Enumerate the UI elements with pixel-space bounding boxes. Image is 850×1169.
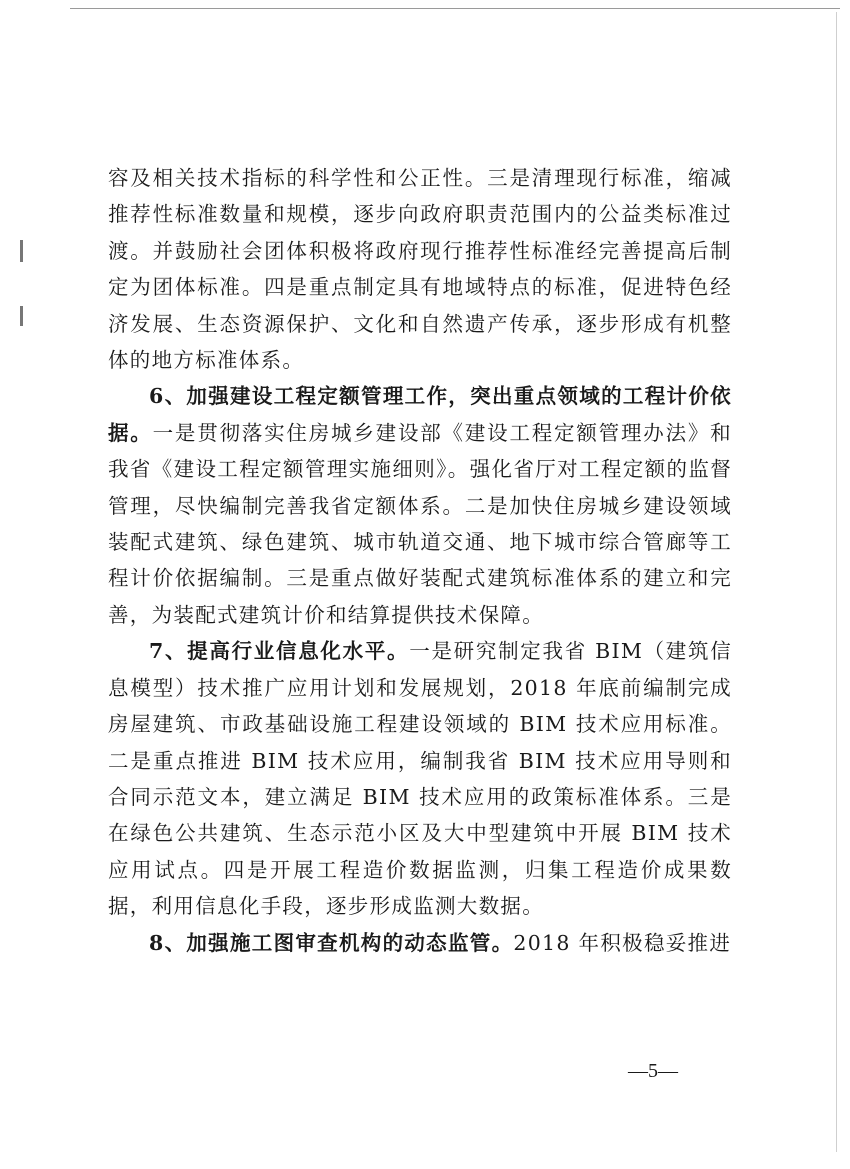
item-7-text: 一是研究制定我省 BIM（建筑信息模型）技术推广应用计划和发展规划，2018 年底前编制完成房屋建筑、市政基础设施工程建设领域的 BIM 技术应用标准。二是重点推进 BIM 技术应用，编制我省 BIM 技术应用导则和合同示范文本，建立满足 BIM 技术应用的政策标准体系。三是在绿色公共建筑、生态示范小区及大中型建筑中开展 BIM 技术应用试点。四是开展工程造价数据监测，归集工程造价成果数据，利用信息化手段，逐步形成监测大数据。 bbox=[108, 639, 732, 919]
paragraph-item-7 bbox=[108, 633, 732, 924]
paragraph-standards-continued bbox=[108, 160, 732, 378]
page-number: —5— bbox=[628, 1060, 678, 1082]
item-8-text: 2018 年积极稳妥推进 bbox=[513, 930, 732, 955]
item-7-heading: 7、提高行业信息化水平。 bbox=[149, 639, 410, 664]
item-6-text: 一是贯彻落实住房城乡建设部《建设工程定额管理办法》和我省《建设工程定额管理实施细则》。强化省厅对工程定额的监督管理，尽快编制完善我省定额体系。二是加快住房城乡建设领域装配式建筑、绿色建筑、城市轨道交通、地下城市综合管廊等工程计价依据编制。三是重点做好装配式建筑标准体系的建立和完善，为装配式建筑计价和结算提供技术保障。 bbox=[108, 420, 732, 627]
scan-edge-top bbox=[70, 8, 840, 9]
scan-edge-right bbox=[836, 12, 837, 1152]
binding-mark bbox=[20, 240, 23, 262]
document-body bbox=[108, 160, 732, 961]
item-8-heading: 8、加强施工图审查机构的动态监管。 bbox=[149, 930, 514, 955]
paragraph-item-8 bbox=[108, 925, 732, 961]
item-6-heading: 6、加强建设工程定额管理工作，突出重点领域的工程计价依据。 bbox=[108, 384, 732, 445]
paragraph-text: 容及相关技术指标的科学性和公正性。三是清理现行标准，缩减推荐性标准数量和规模，逐步向政府职责范围内的公益类标准过渡。并鼓励社会团体积极将政府现行推荐性标准经完善提高后制定为团体标准。四是重点制定具有地域特点的标准，促进特色经济发展、生态资源保护、文化和自然遗产传承，逐步形成有机整体的地方标准体系。 bbox=[108, 166, 732, 373]
paragraph-item-6 bbox=[108, 378, 732, 633]
binding-mark bbox=[20, 306, 23, 326]
